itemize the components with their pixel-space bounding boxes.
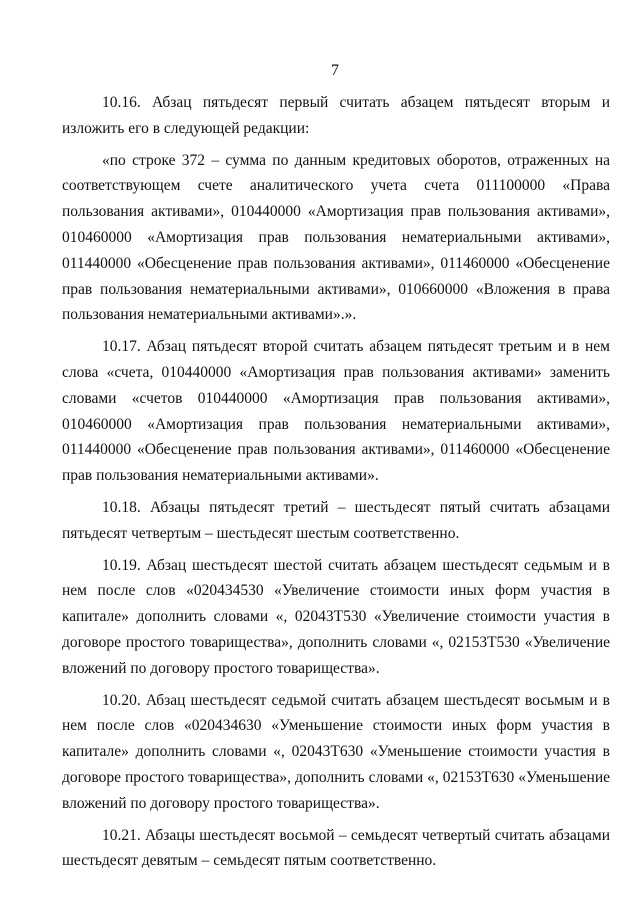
document-body xyxy=(62,90,610,880)
page-number: 7 xyxy=(331,62,339,79)
paragraph-10-17: 10.17. Абзац пятьдесят второй считать абзацем пятьдесят третьим и в нем слова «счета, 010440000 «Амортизация прав пользования активами» заменить словами «счетов 010440000 «Амортизация прав пользования активами», 010460000 «Амортизация прав пользования нематериальными активами», 011440000 «Обесценение прав пользования активами», 011460000 «Обесценение прав пользования нематериальными активами». xyxy=(62,338,610,485)
paragraph-10-16: 10.16. Абзац пятьдесят первый считать абзацем пятьдесят вторым и изложить его в следующей редакции: xyxy=(62,94,610,137)
paragraph-10-18: 10.18. Абзацы пятьдесят третий – шестьдесят пятый считать абзацами пятьдесят четвертым – шестьдесят шестым соответственно. xyxy=(62,498,610,542)
paragraph-10-19: 10.19. Абзац шестьдесят шестой считать абзацем шестьдесят седьмым и в нем после слов «020434530 «Увеличение стоимости иных форм участия в капитале» дополнить словами «, 02043Т530 «Увеличение стоимости участия в договоре простого товарищества», дополнить словами «, 02153Т530 «Увеличение вложений по договору простого товарищества». xyxy=(62,556,610,677)
paragraph-10-20: 10.20. Абзац шестьдесят седьмой считать абзацем шестьдесят восьмым и в нем после слов «020434630 «Уменьшение стоимости иных форм участия в капитале» дополнить словами «, 02043Т630 «Уменьшение стоимости участия в договоре простого товарищества», дополнить словами «, 02153Т630 «Уменьшение вложений по договору простого товарищества». xyxy=(62,691,610,812)
paragraph-10-21: 10.21. Абзацы шестьдесят восьмой – семьдесят четвертый считать абзацами шестьдесят девятым – семьдесят пятым соответственно. xyxy=(62,826,610,870)
paragraph-line-372: «по строке 372 – сумма по данным кредитовых оборотов, отраженных на соответствующем счете аналитического учета счета 011100000 «Права пользования активами», 010440000 «Амортизация прав пользования активами», 010460000 «Амортизация прав пользования нематериальными активами», 011440000 «Обесценение прав пользования активами», 011460000 «Обесценение прав пользования нематериальными активами», 010660000 «Вложения в права пользования нематериальными активами».». xyxy=(62,151,610,324)
